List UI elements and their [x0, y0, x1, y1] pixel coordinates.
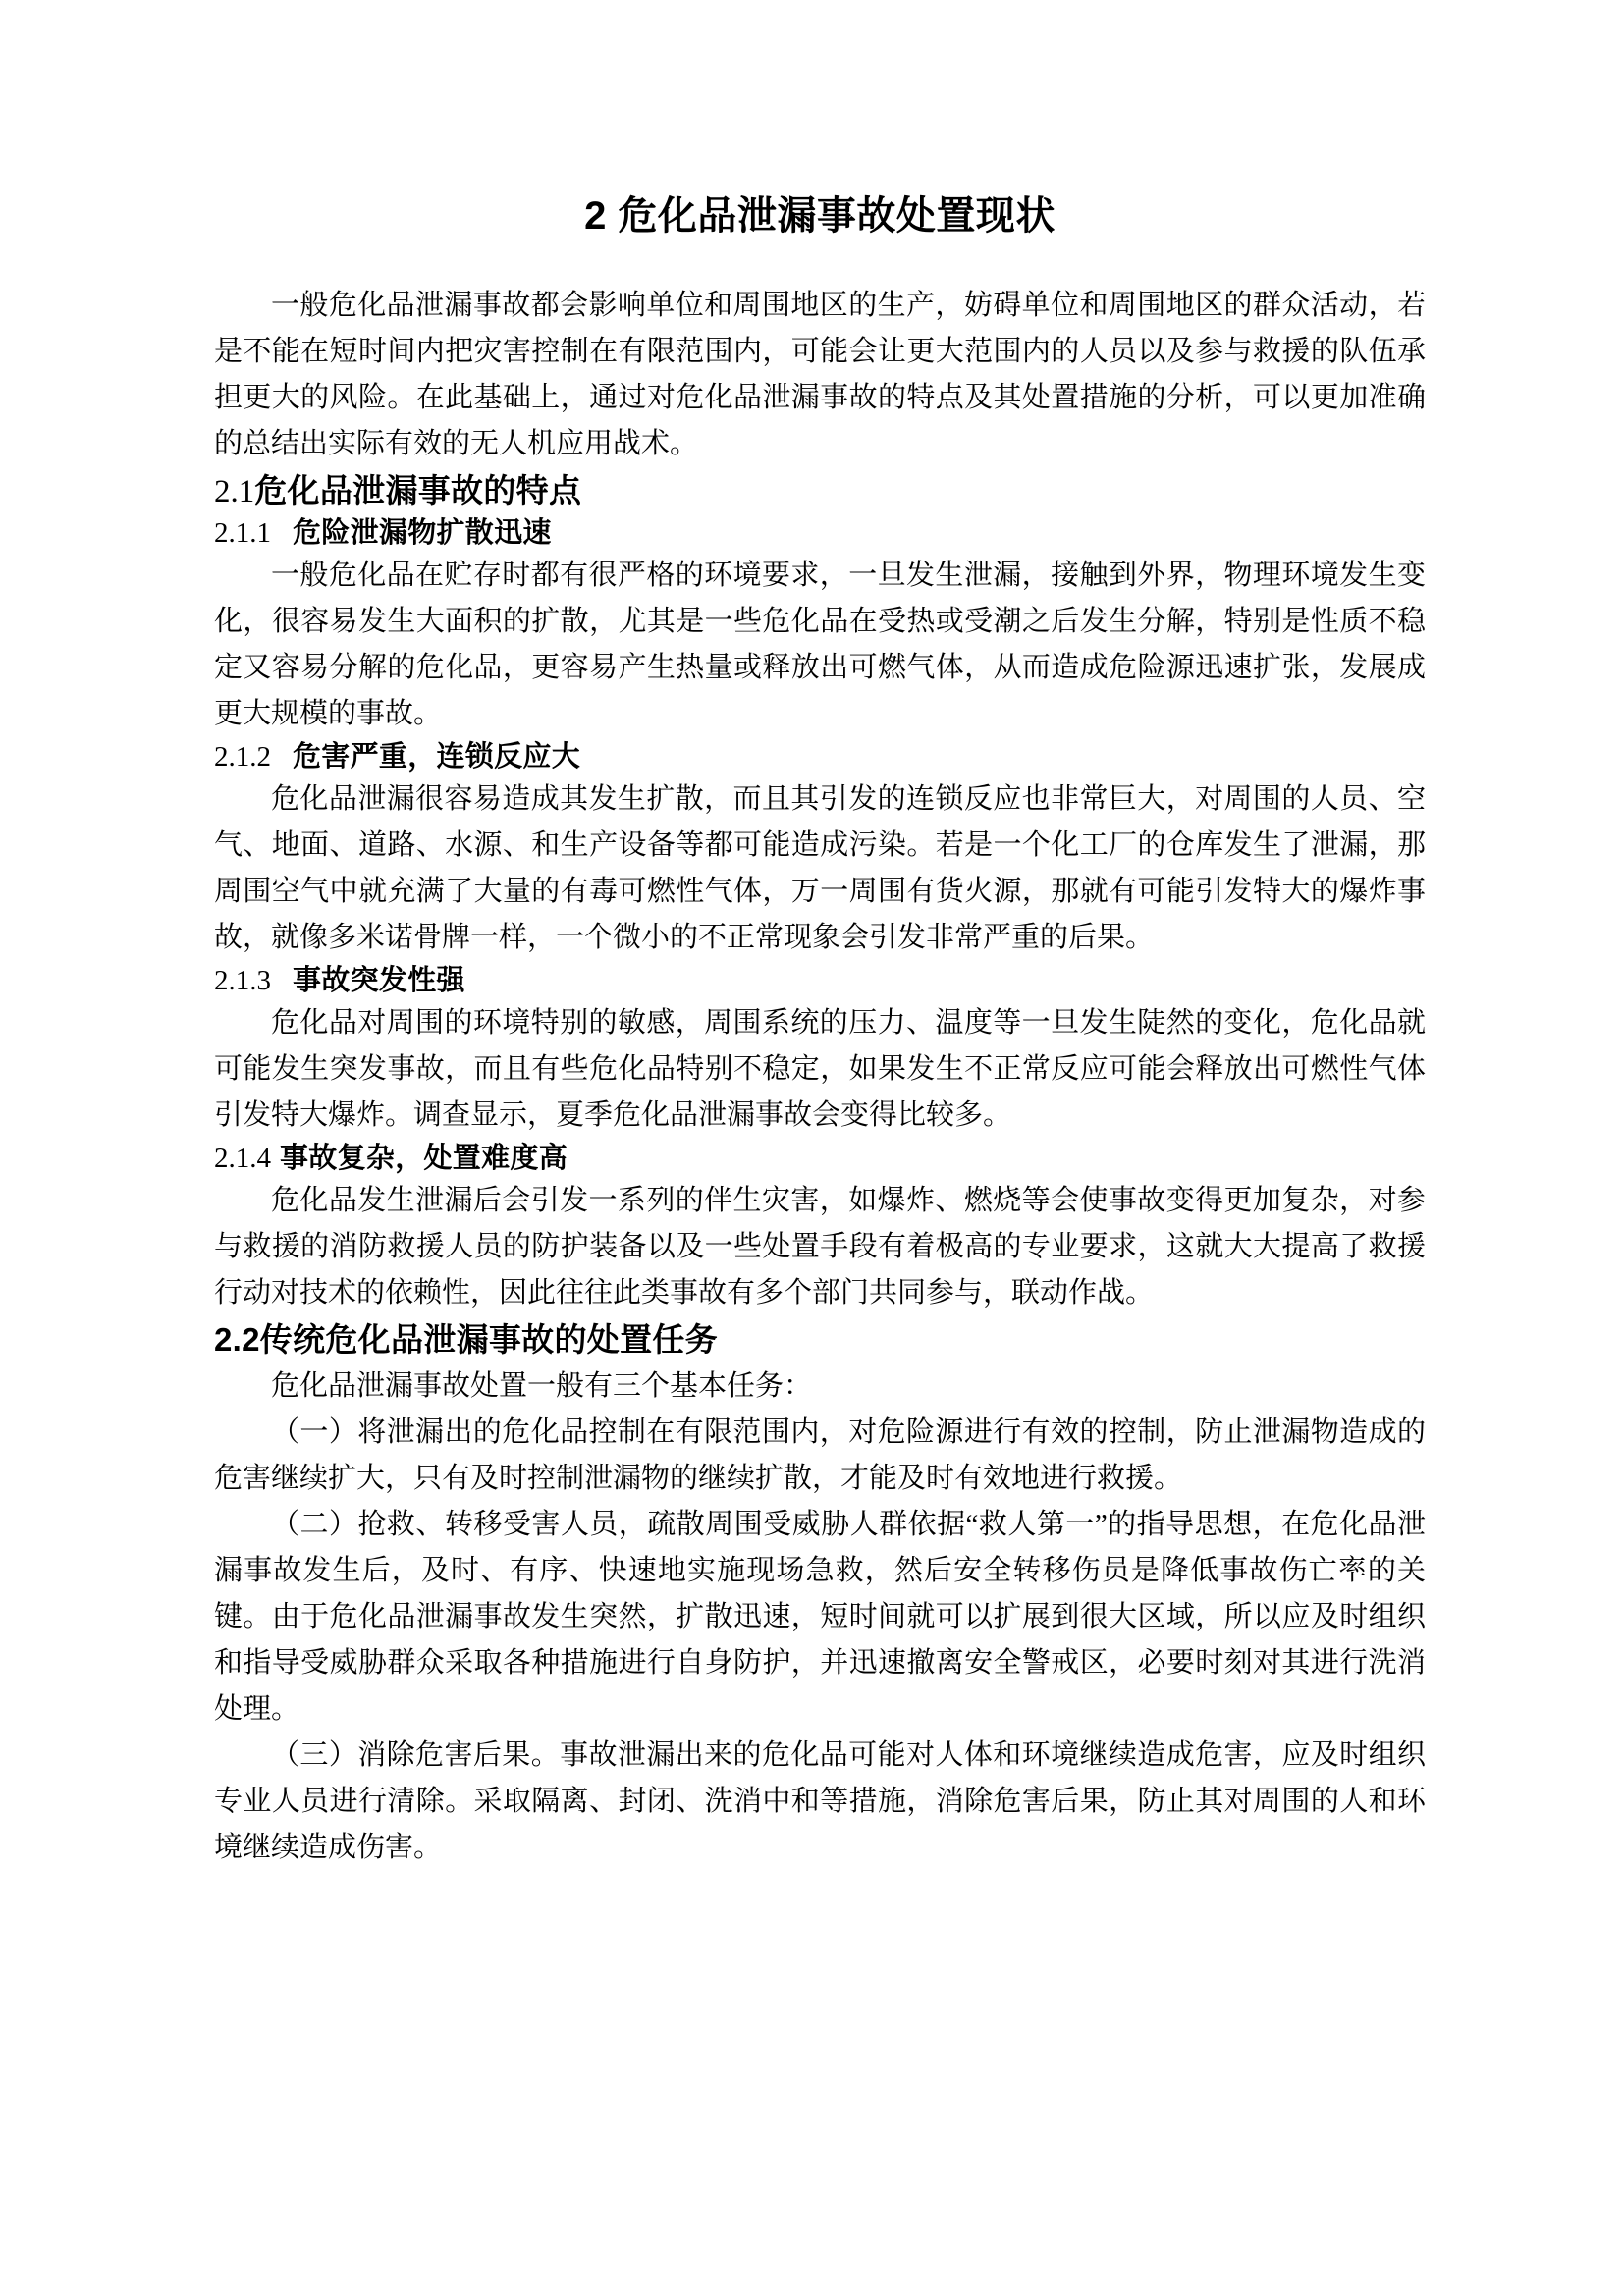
- subsection-title-2-1-1: 危险泄漏物扩散迅速: [293, 517, 552, 550]
- document-body: [214, 192, 1426, 1871]
- section-title-2-2: 传统危化品泄漏事故的处置任务: [259, 1321, 718, 1359]
- page-title: 2 危化品泄漏事故处置现状: [584, 194, 1056, 238]
- task-item-3: （三）消除危害后果。事故泄漏出来的危化品可能对人体和环境继续造成危害，应及时组织专业人员进行清除。采取隔离、封闭、洗消中和等措施，消除危害后果，防止其对周围的人和环境继续造成伤害。: [214, 1738, 1426, 1863]
- subsection-title-2-1-2: 危害严重，连锁反应大: [293, 741, 581, 774]
- subsection-heading-2-1-2: [214, 737, 1426, 776]
- subsection-title-2-1-3: 事故突发性强: [293, 965, 465, 997]
- subsection-number-2-1-4: 2.1.4: [214, 1143, 271, 1175]
- section-heading-2-1: [214, 469, 1426, 513]
- subsection-number-2-1-2: 2.1.2: [214, 741, 271, 774]
- task-item-1: （一）将泄漏出的危化品控制在有限范围内，对危险源进行有效的控制，防止泄漏物造成的危害继续扩大，只有及时控制泄漏物的继续扩散，才能及时有效地进行救援。: [214, 1415, 1426, 1494]
- section-number-2-2: 2.2: [214, 1321, 260, 1359]
- subsection-body-2-1-1: 一般危化品在贮存时都有很严格的环境要求，一旦发生泄漏，接触到外界，物理环境发生变化，很容易发生大面积的扩散，尤其是一些危化品在受热或受潮之后发生分解，特别是性质不稳定又容易分解的危化品，更容易产生热量或释放出可燃气体，从而造成危险源迅速扩张，发展成更大规模的事故。: [214, 560, 1426, 730]
- subsection-heading-2-1-4: [214, 1139, 1426, 1178]
- subsection-title-2-1-4: 事故复杂，处置难度高: [280, 1143, 568, 1175]
- subsection-number-2-1-3: 2.1.3: [214, 965, 271, 997]
- section-title-2-1: 危化品泄漏事故的特点: [254, 472, 582, 508]
- section-heading-2-2: [214, 1318, 1426, 1362]
- intro-paragraph: 一般危化品泄漏事故都会影响单位和周围地区的生产，妨碍单位和周围地区的群众活动，若是不能在短时间内把灾害控制在有限范围内，可能会让更大范围内的人员以及参与救援的队伍承担更大的风险。在此基础上，通过对危化品泄漏事故的特点及其处置措施的分析，可以更加准确的总结出实际有效的无人机应用战术。: [214, 290, 1426, 459]
- section-lead-2-2: 危化品泄漏事故处置一般有三个基本任务：: [271, 1369, 813, 1402]
- subsection-body-2-1-3: 危化品对周围的环境特别的敏感，周围系统的压力、温度等一旦发生陡然的变化，危化品就可能发生突发事故，而且有些危化品特别不稳定，如果发生不正常反应可能会释放出可燃性气体引发特大爆炸。调查显示，夏季危化品泄漏事故会变得比较多。: [214, 1007, 1426, 1132]
- subsection-number-2-1-1: 2.1.1: [214, 517, 271, 550]
- subsection-heading-2-1-3: [214, 961, 1426, 1000]
- subsection-body-2-1-2: 危化品泄漏很容易造成其发生扩散，而且其引发的连锁反应也非常巨大，对周围的人员、空气、地面、道路、水源、和生产设备等都可能造成污染。若是一个化工厂的仓库发生了泄漏，那周围空气中就充满了大量的有毒可燃性气体，万一周围有货火源，那就有可能引发特大的爆炸事故，就像多米诺骨牌一样，一个微小的不正常现象会引发非常严重的后果。: [214, 783, 1426, 954]
- subsection-heading-2-1-1: [214, 513, 1426, 553]
- subsection-body-2-1-4: 危化品发生泄漏后会引发一系列的伴生灾害，如爆炸、燃烧等会使事故变得更加复杂，对参与救援的消防救援人员的防护装备以及一些处置手段有着极高的专业要求，这就大大提高了救援行动对技术的依赖性，因此往往此类事故有多个部门共同参与，联动作战。: [214, 1185, 1426, 1309]
- section-number-2-1: 2.1: [214, 474, 255, 509]
- task-item-2: （二）抢救、转移受害人员，疏散周围受威胁人群依据“救人第一”的指导思想，在危化品泄漏事故发生后，及时、有序、快速地实施现场急救，然后安全转移伤员是降低事故伤亡率的关键。由于危化品泄漏事故发生突然，扩散迅速，短时间就可以扩展到很大区域，所以应及时组织和指导受威胁群众采取各种措施进行自身防护，并迅速撤离安全警戒区，必要时刻对其进行洗消处理。: [214, 1508, 1426, 1725]
